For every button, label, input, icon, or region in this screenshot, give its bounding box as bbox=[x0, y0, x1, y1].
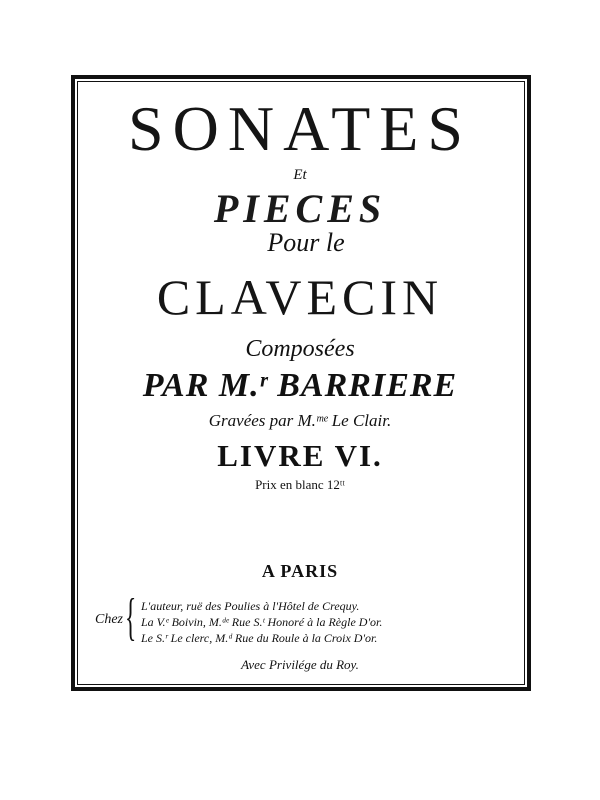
author-line: PAR M.ʳ BARRIERE bbox=[142, 367, 458, 404]
address-item: L'auteur, ruë des Poulies à l'Hôtel de Crequy. bbox=[141, 599, 360, 613]
brace-icon: { bbox=[125, 589, 137, 646]
engraver-line: Gravées par M.ᵐᵉ Le Clair. bbox=[208, 411, 392, 430]
title-sonates: SONATES bbox=[128, 93, 472, 164]
conjunction-et: Et bbox=[293, 167, 307, 183]
address-list bbox=[141, 598, 382, 646]
address-item: Le S.ʳ Le clerc, M.ᵈ Rue du Roule à la Croix D'or. bbox=[141, 631, 378, 645]
title-clavecin: CLAVECIN bbox=[156, 269, 444, 325]
city-line: A PARIS bbox=[261, 561, 339, 581]
privilege-line: Avec Privilége du Roy. bbox=[241, 657, 359, 672]
composees-text: Composées bbox=[245, 336, 355, 362]
pour-le-text: Pour le bbox=[267, 228, 345, 257]
address-item: La V.ᵉ Boivin, M.ᵈᵉ Rue S.ᵗ Honoré à la Règle D'or. bbox=[141, 615, 383, 629]
price-line: Prix en blanc 12ᵗᵗ bbox=[255, 477, 345, 492]
title-pieces: PIECES bbox=[213, 186, 387, 231]
chez-label: Chez bbox=[95, 612, 123, 627]
publisher-addresses bbox=[95, 589, 515, 646]
volume-line: LIVRE VI. bbox=[217, 438, 383, 473]
